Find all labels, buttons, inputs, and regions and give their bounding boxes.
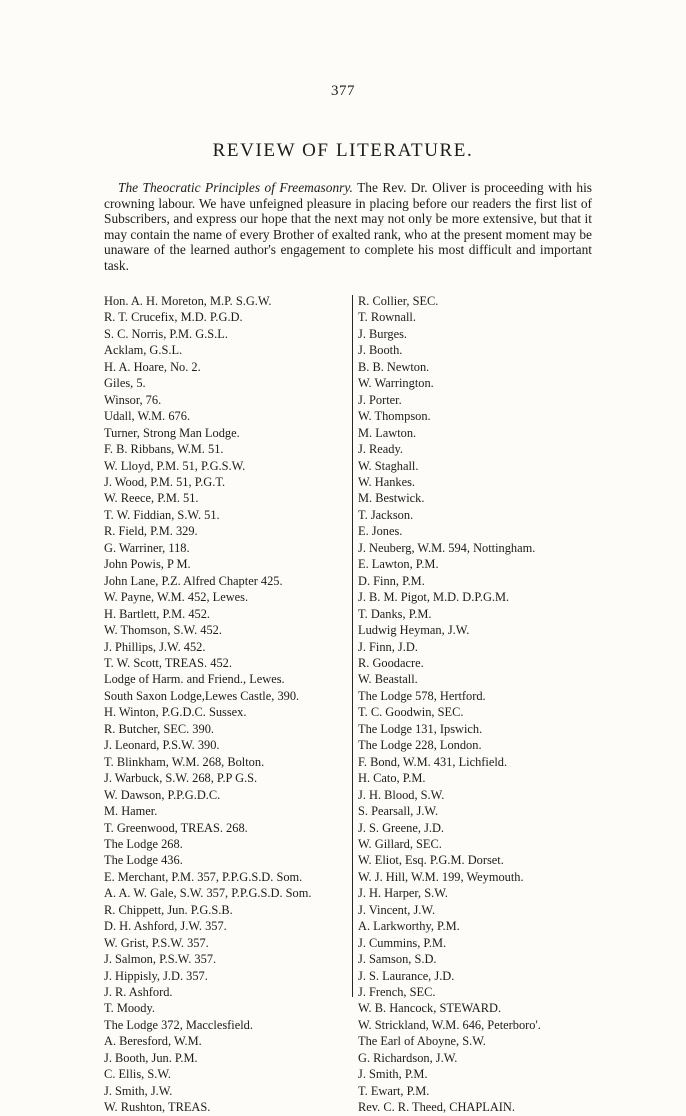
subscriber-entry: C. Ellis, S.W. (104, 1067, 172, 1082)
subscriber-entry: J. S. Greene, J.D. (358, 820, 445, 835)
subscriber-entry: T. Jackson. (358, 507, 414, 522)
subscriber-entry: A. Larkworthy, P.M. (358, 919, 460, 934)
subscriber-entry: J. S. Laurance, J.D. (358, 968, 455, 983)
subscriber-entry: T. Greenwood, TREAS. 268. (104, 820, 248, 835)
subscriber-list (104, 293, 594, 1115)
subscriber-entry: W. Strickland, W.M. 646, Peterboro'. (358, 1017, 541, 1032)
subscriber-entry: T. W. Scott, TREAS. 452. (104, 655, 232, 670)
subscriber-entry: T. C. Goodwin, SEC. (358, 705, 464, 720)
subscriber-entry: John Powis, P M. (104, 557, 191, 572)
subscriber-entry: A. Beresford, W.M. (104, 1034, 202, 1049)
subscriber-entry: W. Thompson. (358, 409, 431, 424)
subscriber-entry: Acklam, G.S.L. (104, 343, 183, 358)
page-number: 377 (331, 83, 355, 99)
subscriber-entry: T. Danks, P.M. (358, 606, 432, 621)
subscriber-entry: T. W. Fiddian, S.W. 51. (104, 507, 220, 522)
subscriber-entry: South Saxon Lodge,Lewes Castle, 390. (104, 688, 300, 703)
subscriber-entry: T. Blinkham, W.M. 268, Bolton. (104, 754, 265, 769)
subscriber-entry: The Lodge 228, London. (358, 738, 482, 753)
subscriber-entry: M. Bestwick. (358, 491, 425, 506)
subscriber-entry: M. Lawton. (358, 425, 417, 440)
subscriber-entry: R. Field, P.M. 329. (104, 524, 198, 539)
subscriber-entry: The Lodge 578, Hertford. (358, 688, 486, 703)
subscriber-entry: John Lane, P.Z. Alfred Chapter 425. (104, 573, 283, 588)
subscriber-entry: W. Staghall. (358, 458, 419, 473)
subscriber-entry: J. Cummins, P.M. (358, 935, 447, 950)
subscriber-entry: F. B. Ribbans, W.M. 51. (104, 442, 224, 457)
subscriber-entry: J. Leonard, P.S.W. 390. (104, 738, 220, 753)
subscriber-entry: W. Grist, P.S.W. 357. (104, 935, 209, 950)
intro-paragraph (104, 180, 592, 274)
subscriber-entry: J. Samson, S.D. (358, 952, 437, 967)
subscriber-entry: R. Chippett, Jun. P.G.S.B. (104, 902, 233, 917)
subscriber-entry: J. Smith, P.M. (358, 1067, 428, 1082)
subscriber-entry: T. Moody. (104, 1001, 155, 1016)
subscriber-entry: W. Dawson, P.P.G.D.C. (104, 787, 221, 802)
subscriber-entry: J. H. Blood, S.W. (358, 787, 445, 802)
subscriber-entry: Rev. C. R. Theed, CHAPLAIN. (358, 1100, 515, 1115)
subscriber-entry: A. A. W. Gale, S.W. 357, P.P.G.S.D. Som. (104, 886, 312, 901)
subscriber-entry: W. Lloyd, P.M. 51, P.G.S.W. (104, 458, 246, 473)
subscriber-entry: H. Cato, P.M. (358, 771, 426, 786)
subscriber-entry: Giles, 5. (104, 376, 146, 391)
subscriber-entry: W. Warrington. (358, 376, 434, 391)
subscriber-entry: B. B. Newton. (358, 359, 430, 374)
subscriber-entry: Lodge of Harm. and Friend., Lewes. (104, 672, 285, 687)
subscriber-entry: J. Salmon, P.S.W. 357. (104, 952, 217, 967)
subscriber-entry: J. Wood, P.M. 51, P.G.T. (104, 474, 226, 489)
subscriber-column-left (104, 293, 356, 1116)
subscriber-entry: R. Butcher, SEC. 390. (104, 721, 214, 736)
subscriber-entry: W. Hankes. (358, 474, 416, 489)
subscriber-entry: E. Lawton, P.M. (358, 557, 439, 572)
subscriber-entry: J. Smith, J.W. (104, 1083, 173, 1098)
subscriber-entry: J. Neuberg, W.M. 594, Nottingham. (358, 540, 536, 555)
subscriber-column-right (358, 293, 594, 1116)
subscriber-entry: S. C. Norris, P.M. G.S.L. (104, 326, 228, 341)
subscriber-entry: R. Collier, SEC. (358, 294, 439, 308)
subscriber-entry: The Lodge 268. (104, 836, 183, 851)
subscriber-entry: H. Winton, P.G.D.C. Sussex. (104, 705, 247, 720)
subscriber-entry: T. Ewart, P.M. (358, 1083, 430, 1098)
subscriber-entry: W. Reece, P.M. 51. (104, 491, 199, 506)
subscriber-entry: W. B. Hancock, STEWARD. (358, 1001, 502, 1016)
subscriber-entry: D. Finn, P.M. (358, 573, 425, 588)
subscriber-entry: Hon. A. H. Moreton, M.P. S.G.W. (104, 294, 272, 308)
subscriber-entry: H. Bartlett, P.M. 452. (104, 606, 211, 621)
subscriber-entry: J. Phillips, J.W. 452. (104, 639, 206, 654)
subscriber-entry: J. Porter. (358, 392, 402, 407)
subscriber-entry: R. Goodacre. (358, 655, 424, 670)
subscriber-entry: The Earl of Aboyne, S.W. (358, 1034, 486, 1049)
subscriber-entry: J. Finn, J.D. (358, 639, 418, 654)
work-title: The Theocratic Principles of Freemasonry. (118, 180, 353, 195)
subscriber-entry: T. Rownall. (358, 310, 416, 325)
subscriber-entry: G. Warriner, 118. (104, 540, 190, 555)
subscriber-entry: W. Gillard, SEC. (358, 836, 442, 851)
subscriber-entry: The Lodge 372, Macclesfield. (104, 1017, 253, 1032)
subscriber-entry: F. Bond, W.M. 431, Lichfield. (358, 754, 508, 769)
subscriber-entry: J. H. Harper, S.W. (358, 886, 448, 901)
subscriber-entry: The Lodge 436. (104, 853, 183, 868)
subscriber-entry: J. Booth, Jun. P.M. (104, 1050, 198, 1065)
subscriber-entry: J. Booth. (358, 343, 403, 358)
subscriber-entry: Udall, W.M. 676. (104, 409, 191, 424)
subscriber-entry: W. Beastall. (358, 672, 418, 687)
subscriber-entry: W. Thomson, S.W. 452. (104, 623, 222, 638)
subscriber-entry: Turner, Strong Man Lodge. (104, 425, 240, 440)
subscriber-entry: W. J. Hill, W.M. 199, Weymouth. (358, 869, 524, 884)
subscriber-entry: G. Richardson, J.W. (358, 1050, 458, 1065)
subscriber-entry: E. Merchant, P.M. 357, P.P.G.S.D. Som. (104, 869, 303, 884)
subscriber-entry: J. Hippisly, J.D. 357. (104, 968, 208, 983)
subscriber-entry: Winsor, 76. (104, 392, 162, 407)
subscriber-entry: W. Payne, W.M. 452, Lewes. (104, 590, 249, 605)
subscriber-entry: Ludwig Heyman, J.W. (358, 623, 470, 638)
subscriber-entry: J. French, SEC. (358, 985, 436, 1000)
subscriber-entry: J. B. M. Pigot, M.D. D.P.G.M. (358, 590, 510, 605)
subscriber-entry: J. R. Ashford. (104, 985, 173, 1000)
intro-text: The Rev. Dr. Oliver is proceeding with his crowning labour. We have unfeigned pleasure in placing before our readers the first list of Subscribers, and express our hope that the next may not only be more extensive, but that it may contain the name of every Brother of exalted rank, who at the present moment may be unaware of the learned author's engagement to complete his most difficult and important task. (104, 180, 592, 273)
subscriber-entry: R. T. Crucefix, M.D. P.G.D. (104, 310, 243, 325)
subscriber-entry: The Lodge 131, Ipswich. (358, 721, 483, 736)
subscriber-entry: J. Ready. (358, 442, 403, 457)
subscriber-entry: M. Hamer. (104, 804, 158, 819)
subscriber-entry: W. Eliot, Esq. P.G.M. Dorset. (358, 853, 504, 868)
column-divider (352, 295, 353, 997)
subscriber-entry: S. Pearsall, J.W. (358, 804, 439, 819)
subscriber-entry: H. A. Hoare, No. 2. (104, 359, 201, 374)
subscriber-entry: D. H. Ashford, J.W. 357. (104, 919, 227, 934)
subscriber-entry: J. Burges. (358, 326, 407, 341)
subscriber-entry: E. Jones. (358, 524, 403, 539)
subscriber-entry: W. Rushton, TREAS. (104, 1100, 211, 1115)
subscriber-entry: J. Vincent, J.W. (358, 902, 436, 917)
section-title: REVIEW OF LITERATURE. (212, 140, 474, 161)
subscriber-entry: J. Warbuck, S.W. 268, P.P G.S. (104, 771, 258, 786)
